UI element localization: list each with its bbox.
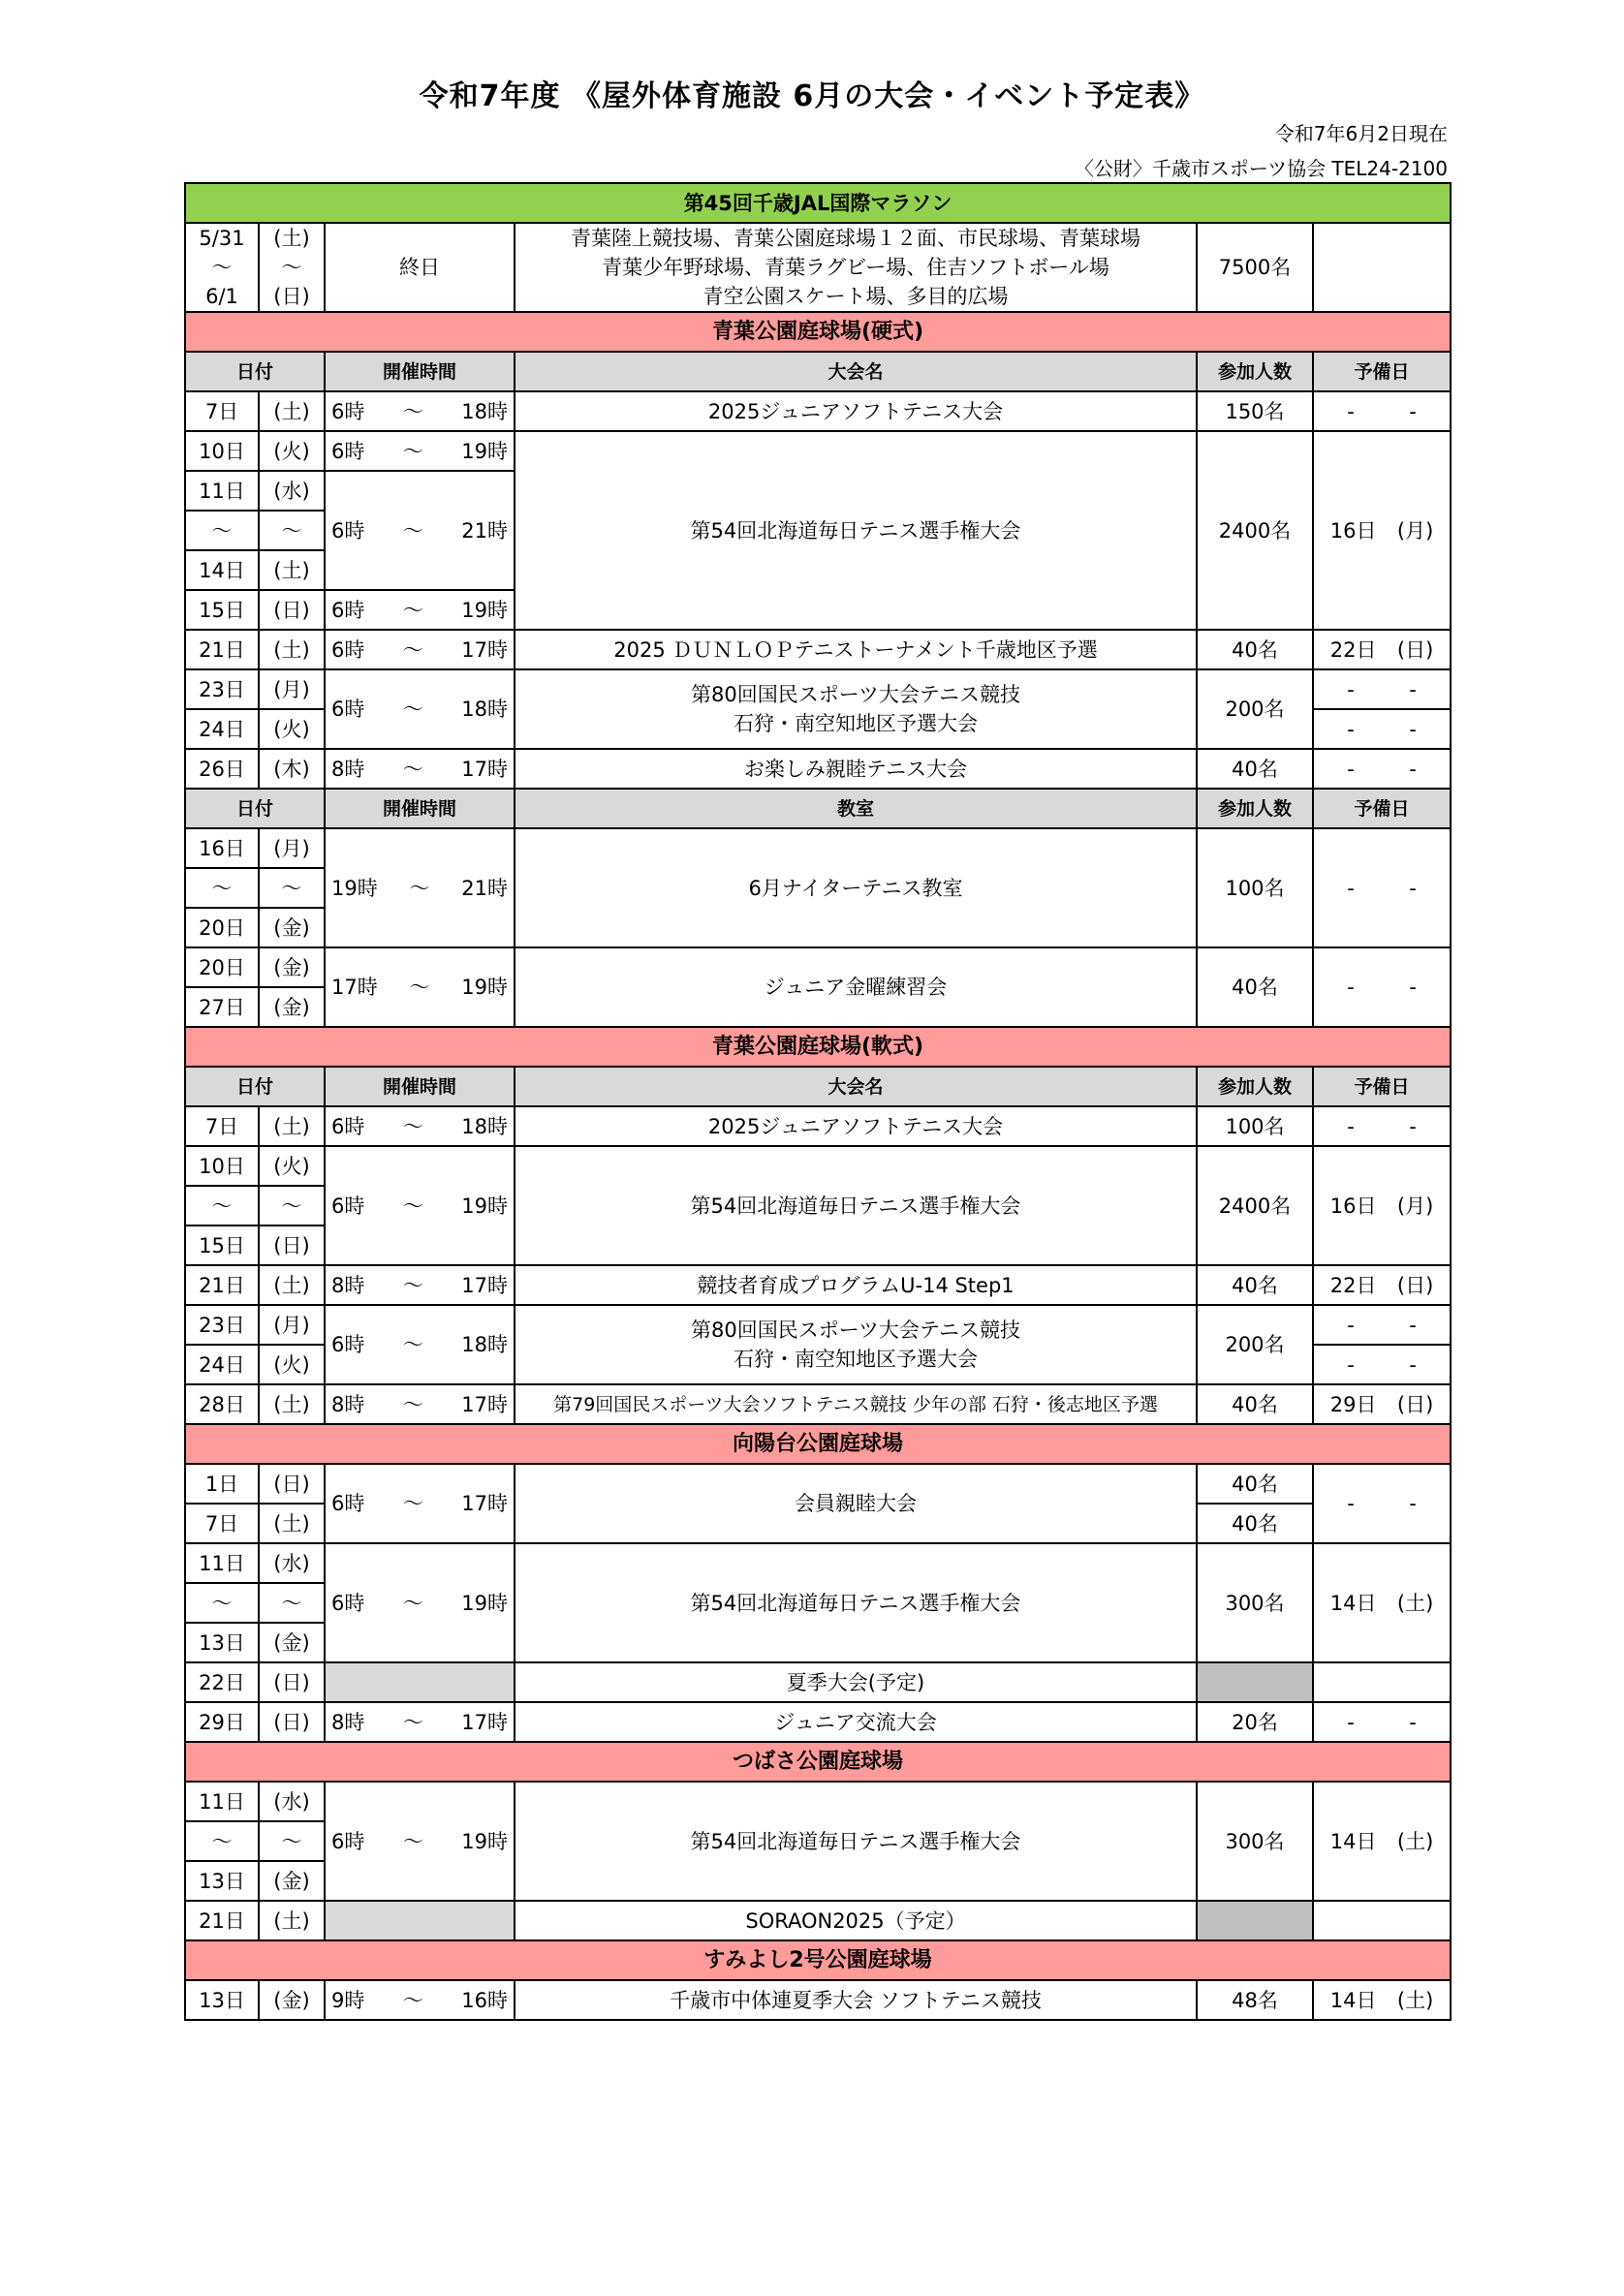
event-cell: 第54回北海道毎日テニス選手権大会 bbox=[515, 431, 1197, 630]
header-count: 参加人数 bbox=[1197, 789, 1313, 828]
weekday-cell: (火) bbox=[259, 1345, 325, 1384]
section-title: 向陽台公園庭球場 bbox=[185, 1424, 1451, 1464]
date-cell: 22日 bbox=[185, 1662, 259, 1702]
date-cell: 7日 bbox=[185, 1504, 259, 1543]
weekday-cell: (土) ～ (日) bbox=[259, 223, 325, 312]
count-cell: 2400名 bbox=[1197, 431, 1313, 630]
count-cell: 300名 bbox=[1197, 1543, 1313, 1662]
time-cell: 6時 ～ 17時 bbox=[325, 1464, 515, 1543]
count-cell: 100名 bbox=[1197, 1106, 1313, 1146]
organization: 〈公財〉千歳市スポーツ協会 TEL24-2100 bbox=[1074, 157, 1448, 180]
table-row bbox=[185, 1543, 1451, 1583]
count-cell bbox=[1197, 1662, 1313, 1702]
date-cell: 13日 bbox=[185, 1623, 259, 1662]
weekday-cell: (金) bbox=[259, 1980, 325, 2020]
header-count: 参加人数 bbox=[1197, 1067, 1313, 1106]
event-cell: 2025ジュニアソフトテニス大会 bbox=[515, 391, 1197, 431]
header-date: 日付 bbox=[185, 352, 325, 391]
count-cell: 40名 bbox=[1197, 1265, 1313, 1305]
date-cell: 7日 bbox=[185, 391, 259, 431]
event-cell: 第80回国民スポーツ大会テニス競技 石狩・南空知地区予選大会 bbox=[515, 669, 1197, 749]
reserve-cell: - - bbox=[1313, 1345, 1451, 1384]
reserve-cell bbox=[1313, 223, 1451, 312]
count-cell: 100名 bbox=[1197, 828, 1313, 947]
weekday-cell: (土) bbox=[259, 1384, 325, 1424]
weekday-cell: (日) bbox=[259, 1662, 325, 1702]
weekday-cell: (月) bbox=[259, 1305, 325, 1345]
header-date: 日付 bbox=[185, 1067, 325, 1106]
weekday-cell: (土) bbox=[259, 1504, 325, 1543]
section-title: すみよし2号公園庭球場 bbox=[185, 1940, 1451, 1980]
reserve-cell: - - bbox=[1313, 1702, 1451, 1742]
section-header bbox=[185, 1027, 1451, 1067]
event-cell: 夏季大会(予定) bbox=[515, 1662, 1197, 1702]
time-cell: 8時 ～ 17時 bbox=[325, 749, 515, 789]
section-header bbox=[185, 183, 1451, 223]
count-cell: 200名 bbox=[1197, 669, 1313, 749]
as-of-date: 令和7年6月2日現在 bbox=[1274, 122, 1448, 145]
date-cell: 29日 bbox=[185, 1702, 259, 1742]
weekday-cell: (土) bbox=[259, 550, 325, 590]
reserve-cell: - - bbox=[1313, 709, 1451, 749]
weekday-cell: (土) bbox=[259, 1265, 325, 1305]
date-cell: 15日 bbox=[185, 1226, 259, 1265]
table-row bbox=[185, 1265, 1451, 1305]
date-cell: 21日 bbox=[185, 630, 259, 669]
section-title: 青葉公園庭球場(硬式) bbox=[185, 312, 1451, 352]
column-header-row bbox=[185, 789, 1451, 828]
weekday-cell: (水) bbox=[259, 1543, 325, 1583]
table-row bbox=[185, 431, 1451, 471]
weekday-cell: (土) bbox=[259, 630, 325, 669]
event-cell: 競技者育成プログラムU-14 Step1 bbox=[515, 1265, 1197, 1305]
event-cell: SORAON2025（予定） bbox=[515, 1901, 1197, 1940]
weekday-cell: (日) bbox=[259, 1464, 325, 1504]
header-reserve: 予備日 bbox=[1313, 1067, 1451, 1106]
header-reserve: 予備日 bbox=[1313, 352, 1451, 391]
section-title: つばさ公園庭球場 bbox=[185, 1742, 1451, 1782]
count-cell bbox=[1197, 1901, 1313, 1940]
event-cell: 2025 ＤＵＮＬＯＰテニストーナメント千歳地区予選 bbox=[515, 630, 1197, 669]
weekday-cell: (火) bbox=[259, 431, 325, 471]
date-cell: 7日 bbox=[185, 1106, 259, 1146]
venue-cell: 青葉陸上競技場、青葉公園庭球場１２面、市民球場、青葉球場 青葉少年野球場、青葉ラグビー場、住吉ソフトボール場 青空公園スケート場、多目的広場 bbox=[515, 223, 1197, 312]
time-cell: 6時 ～ 19時 bbox=[325, 1782, 515, 1901]
date-cell: 23日 bbox=[185, 1305, 259, 1345]
date-cell: 28日 bbox=[185, 1384, 259, 1424]
column-header-row bbox=[185, 1067, 1451, 1106]
weekday-cell: (木) bbox=[259, 749, 325, 789]
weekday-cell: (日) bbox=[259, 590, 325, 630]
count-cell: 40名 bbox=[1197, 1504, 1313, 1543]
time-cell: 9時 ～ 16時 bbox=[325, 1980, 515, 2020]
reserve-cell: - - bbox=[1313, 1305, 1451, 1345]
table-row bbox=[185, 630, 1451, 669]
date-cell: 16日 bbox=[185, 828, 259, 868]
count-cell: 7500名 bbox=[1197, 223, 1313, 312]
weekday-cell: (金) bbox=[259, 947, 325, 987]
weekday-cell: (金) bbox=[259, 1623, 325, 1662]
time-cell: 6時 ～ 21時 bbox=[325, 471, 515, 590]
table-row bbox=[185, 1464, 1451, 1504]
reserve-cell bbox=[1313, 1901, 1451, 1940]
date-cell: ～ bbox=[185, 511, 259, 550]
date-cell: 1日 bbox=[185, 1464, 259, 1504]
reserve-cell: - - bbox=[1313, 669, 1451, 709]
weekday-cell: (火) bbox=[259, 709, 325, 749]
time-cell: 6時 ～ 19時 bbox=[325, 431, 515, 471]
weekday-cell: (火) bbox=[259, 1146, 325, 1186]
time-cell: 6時 ～ 18時 bbox=[325, 1106, 515, 1146]
weekday-cell: (月) bbox=[259, 828, 325, 868]
weekday-cell: (金) bbox=[259, 1861, 325, 1901]
event-cell: ジュニア金曜練習会 bbox=[515, 947, 1197, 1027]
date-cell: 13日 bbox=[185, 1980, 259, 2020]
reserve-cell: 16日 (月) bbox=[1313, 1146, 1451, 1265]
date-cell: 26日 bbox=[185, 749, 259, 789]
date-cell: 10日 bbox=[185, 1146, 259, 1186]
weekday-cell: (月) bbox=[259, 669, 325, 709]
table-row bbox=[185, 669, 1451, 709]
time-cell: 17時 ～ 19時 bbox=[325, 947, 515, 1027]
reserve-cell: - - bbox=[1313, 1464, 1451, 1543]
date-cell: 23日 bbox=[185, 669, 259, 709]
time-cell bbox=[325, 1901, 515, 1940]
reserve-cell: 14日 (土) bbox=[1313, 1980, 1451, 2020]
date-cell: 11日 bbox=[185, 1782, 259, 1821]
table-row bbox=[185, 1980, 1451, 2020]
header-event: 大会名 bbox=[515, 352, 1197, 391]
event-cell: ジュニア交流大会 bbox=[515, 1702, 1197, 1742]
time-cell: 6時 ～ 19時 bbox=[325, 1146, 515, 1265]
date-cell: 20日 bbox=[185, 947, 259, 987]
event-cell: 第54回北海道毎日テニス選手権大会 bbox=[515, 1782, 1197, 1901]
section-header bbox=[185, 1940, 1451, 1980]
weekday-cell: (金) bbox=[259, 908, 325, 947]
weekday-cell: (水) bbox=[259, 1782, 325, 1821]
count-cell: 150名 bbox=[1197, 391, 1313, 431]
header-class: 教室 bbox=[515, 789, 1197, 828]
event-cell: 会員親睦大会 bbox=[515, 1464, 1197, 1543]
reserve-cell: 14日 (土) bbox=[1313, 1782, 1451, 1901]
date-cell: ～ bbox=[185, 1583, 259, 1623]
reserve-cell: - - bbox=[1313, 391, 1451, 431]
table-row bbox=[185, 1782, 1451, 1821]
header-event: 大会名 bbox=[515, 1067, 1197, 1106]
reserve-cell: - - bbox=[1313, 749, 1451, 789]
time-cell: 19時 ～ 21時 bbox=[325, 828, 515, 947]
weekday-cell: (土) bbox=[259, 1106, 325, 1146]
date-cell: 5/31 ～ 6/1 bbox=[185, 223, 259, 312]
date-cell: 20日 bbox=[185, 908, 259, 947]
reserve-cell: 29日 (日) bbox=[1313, 1384, 1451, 1424]
date-cell: 11日 bbox=[185, 471, 259, 511]
count-cell: 40名 bbox=[1197, 947, 1313, 1027]
event-cell: 第80回国民スポーツ大会テニス競技 石狩・南空知地区予選大会 bbox=[515, 1305, 1197, 1384]
date-cell: 24日 bbox=[185, 1345, 259, 1384]
table-row bbox=[185, 223, 1451, 312]
weekday-cell: ～ bbox=[259, 1821, 325, 1861]
date-cell: 21日 bbox=[185, 1901, 259, 1940]
event-cell: 第54回北海道毎日テニス選手権大会 bbox=[515, 1146, 1197, 1265]
time-cell: 6時 ～ 19時 bbox=[325, 1543, 515, 1662]
count-cell: 200名 bbox=[1197, 1305, 1313, 1384]
section-header bbox=[185, 1424, 1451, 1464]
event-cell: 6月ナイターテニス教室 bbox=[515, 828, 1197, 947]
date-cell: 14日 bbox=[185, 550, 259, 590]
date-cell: 21日 bbox=[185, 1265, 259, 1305]
time-cell: 6時 ～ 17時 bbox=[325, 630, 515, 669]
header-time: 開催時間 bbox=[325, 352, 515, 391]
header-time: 開催時間 bbox=[325, 1067, 515, 1106]
header-date: 日付 bbox=[185, 789, 325, 828]
table-row bbox=[185, 1106, 1451, 1146]
table-row bbox=[185, 1305, 1451, 1345]
weekday-cell: ～ bbox=[259, 511, 325, 550]
event-cell: 2025ジュニアソフトテニス大会 bbox=[515, 1106, 1197, 1146]
weekday-cell: (日) bbox=[259, 1226, 325, 1265]
time-cell: 6時 ～ 18時 bbox=[325, 391, 515, 431]
weekday-cell: ～ bbox=[259, 1186, 325, 1226]
table-row bbox=[185, 749, 1451, 789]
count-cell: 40名 bbox=[1197, 1384, 1313, 1424]
date-cell: 11日 bbox=[185, 1543, 259, 1583]
count-cell: 300名 bbox=[1197, 1782, 1313, 1901]
table-row bbox=[185, 1662, 1451, 1702]
reserve-cell: - - bbox=[1313, 947, 1451, 1027]
weekday-cell: (土) bbox=[259, 1901, 325, 1940]
date-cell: ～ bbox=[185, 868, 259, 908]
date-cell: 10日 bbox=[185, 431, 259, 471]
count-cell: 48名 bbox=[1197, 1980, 1313, 2020]
weekday-cell: (金) bbox=[259, 987, 325, 1027]
section-header bbox=[185, 1742, 1451, 1782]
reserve-cell: 22日 (日) bbox=[1313, 630, 1451, 669]
reserve-cell: 16日 (月) bbox=[1313, 431, 1451, 630]
table-row bbox=[185, 1702, 1451, 1742]
reserve-cell bbox=[1313, 1662, 1451, 1702]
count-cell: 40名 bbox=[1197, 630, 1313, 669]
column-header-row bbox=[185, 352, 1451, 391]
event-cell: お楽しみ親睦テニス大会 bbox=[515, 749, 1197, 789]
section-title: 第45回千歳JAL国際マラソン bbox=[185, 183, 1451, 223]
event-cell: 第54回北海道毎日テニス選手権大会 bbox=[515, 1543, 1197, 1662]
table-row bbox=[185, 1146, 1451, 1186]
time-cell: 6時 ～ 18時 bbox=[325, 669, 515, 749]
time-cell bbox=[325, 1662, 515, 1702]
reserve-cell: - - bbox=[1313, 828, 1451, 947]
page-title: 令和7年度 《屋外体育施設 6月の大会・イベント予定表》 bbox=[419, 79, 1205, 113]
table-row bbox=[185, 1384, 1451, 1424]
schedule-table bbox=[184, 182, 1452, 2021]
table-row bbox=[185, 1901, 1451, 1940]
time-cell: 8時 ～ 17時 bbox=[325, 1265, 515, 1305]
count-cell: 40名 bbox=[1197, 749, 1313, 789]
count-cell: 2400名 bbox=[1197, 1146, 1313, 1265]
table-row bbox=[185, 947, 1451, 987]
weekday-cell: ～ bbox=[259, 1583, 325, 1623]
time-cell: 6時 ～ 18時 bbox=[325, 1305, 515, 1384]
time-cell: 8時 ～ 17時 bbox=[325, 1384, 515, 1424]
table-row bbox=[185, 391, 1451, 431]
header-time: 開催時間 bbox=[325, 789, 515, 828]
section-title: 青葉公園庭球場(軟式) bbox=[185, 1027, 1451, 1067]
weekday-cell: ～ bbox=[259, 868, 325, 908]
event-cell: 第79回国民スポーツ大会ソフトテニス競技 少年の部 石狩・後志地区予選 bbox=[515, 1384, 1197, 1424]
date-cell: 15日 bbox=[185, 590, 259, 630]
reserve-cell: 14日 (土) bbox=[1313, 1543, 1451, 1662]
header-reserve: 予備日 bbox=[1313, 789, 1451, 828]
date-cell: 24日 bbox=[185, 709, 259, 749]
weekday-cell: (水) bbox=[259, 471, 325, 511]
time-cell: 6時 ～ 19時 bbox=[325, 590, 515, 630]
reserve-cell: 22日 (日) bbox=[1313, 1265, 1451, 1305]
section-header bbox=[185, 312, 1451, 352]
date-cell: ～ bbox=[185, 1186, 259, 1226]
date-cell: 27日 bbox=[185, 987, 259, 1027]
time-cell: 8時 ～ 17時 bbox=[325, 1702, 515, 1742]
event-cell: 千歳市中体連夏季大会 ソフトテニス競技 bbox=[515, 1980, 1197, 2020]
table-row bbox=[185, 828, 1451, 868]
count-cell: 20名 bbox=[1197, 1702, 1313, 1742]
time-cell: 終日 bbox=[325, 223, 515, 312]
header-count: 参加人数 bbox=[1197, 352, 1313, 391]
weekday-cell: (日) bbox=[259, 1702, 325, 1742]
count-cell: 40名 bbox=[1197, 1464, 1313, 1504]
date-cell: 13日 bbox=[185, 1861, 259, 1901]
date-cell: ～ bbox=[185, 1821, 259, 1861]
reserve-cell: - - bbox=[1313, 1106, 1451, 1146]
weekday-cell: (土) bbox=[259, 391, 325, 431]
